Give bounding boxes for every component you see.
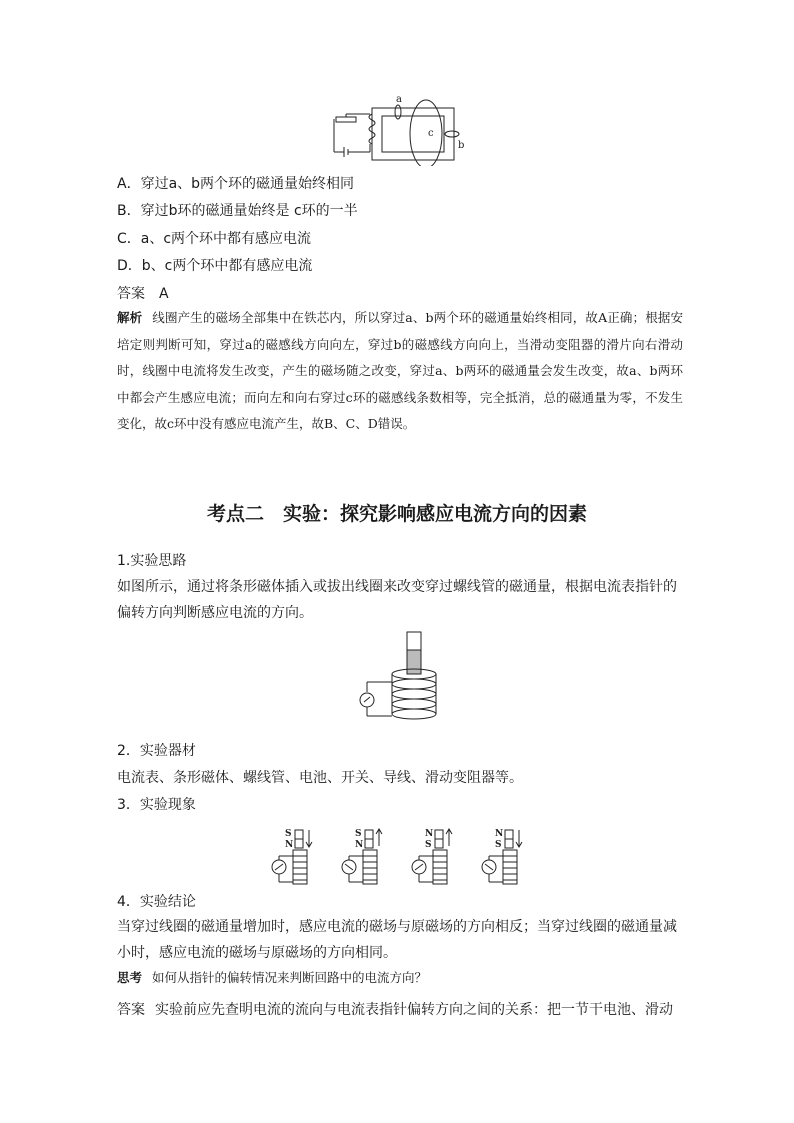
- phenomena-figures: [265, 822, 535, 888]
- option-b: B．穿过b环的磁通量始终是 c环的一半: [117, 203, 358, 219]
- s1-title: 1.实验思路: [117, 553, 187, 569]
- fig1-bottom-pole: N: [285, 840, 294, 850]
- answer-1: [117, 284, 169, 304]
- fig2-bottom-pole: N: [355, 840, 364, 850]
- analysis-label: 解析: [117, 310, 143, 325]
- option-c: C．a、c两个环中都有感应电流: [117, 231, 312, 247]
- fig3-top-pole: N: [425, 829, 434, 839]
- fig4-bottom-pole: S: [495, 840, 502, 850]
- answer-2: [117, 1000, 673, 1020]
- answer-label: 答案: [117, 286, 145, 302]
- magnet-solenoid-figure: [355, 630, 445, 730]
- s3-title: 3．实验现象: [117, 797, 196, 813]
- analysis-1: [117, 305, 683, 438]
- section-title: 考点二 实验：探究影响感应电流方向的因素: [206, 503, 587, 525]
- analysis-text: 线圈产生的磁场全部集中在铁芯内，所以穿过a、b两个环的磁通量始终相同，故A正确；根据安培定则判断可知，穿过a的磁感线方向向左，穿过b的磁感线方向向上，当滑动变阻器的滑片向右滑动时，线圈中电流将发生改变，产生的磁场随之改变，穿过a、b两环的磁通量会发生改变，故a、b两环中都会产生感应电流；而向左和向右穿过c环的磁感线条数相等，完全抵消，总的磁通量为零，不发生变化，故c环中没有感应电流产生，故B、C、D错误。: [117, 310, 683, 431]
- ring-c-label: c: [428, 128, 434, 139]
- s4-text: 当穿过线圈的磁通量增加时，感应电流的磁场与原磁场的方向相反；当穿过线圈的磁通量减小时，感应电流的磁场与原磁场的方向相同。: [117, 919, 677, 961]
- s2-title: 2．实验器材: [117, 743, 196, 759]
- think-text: 如何从指针的偏转情况来判断回路中的电流方向？: [152, 970, 428, 985]
- answer-value: A: [159, 286, 169, 302]
- ring-b-label: b: [458, 140, 465, 151]
- answer2-label: 答案: [117, 1002, 145, 1018]
- iron-core-circuit-figure: [330, 92, 470, 166]
- option-d: D．b、c两个环中都有感应电流: [117, 258, 313, 274]
- answer2-text: 实验前应先查明电流的流向与电流表指针偏转方向之间的关系：把一节干电池、滑动: [155, 1002, 673, 1018]
- think-question: [117, 968, 427, 988]
- s1-text: 如图所示，通过将条形磁体插入或拔出线圈来改变穿过螺线管的磁通量，根据电流表指针的偏转方向判断感应电流的方向。: [117, 579, 677, 621]
- s4-title: 4．实验结论: [117, 894, 196, 910]
- fig3-bottom-pole: S: [425, 840, 432, 850]
- ring-a-label: a: [396, 94, 402, 105]
- fig2-top-pole: S: [355, 829, 362, 839]
- s2-text: 电流表、条形磁体、螺线管、电池、开关、导线、滑动变阻器等。: [117, 770, 523, 786]
- fig1-top-pole: S: [285, 829, 292, 839]
- fig4-top-pole: N: [495, 829, 504, 839]
- option-a: A．穿过a、b两个环的磁通量始终相同: [117, 176, 355, 192]
- think-label: 思考: [117, 970, 143, 985]
